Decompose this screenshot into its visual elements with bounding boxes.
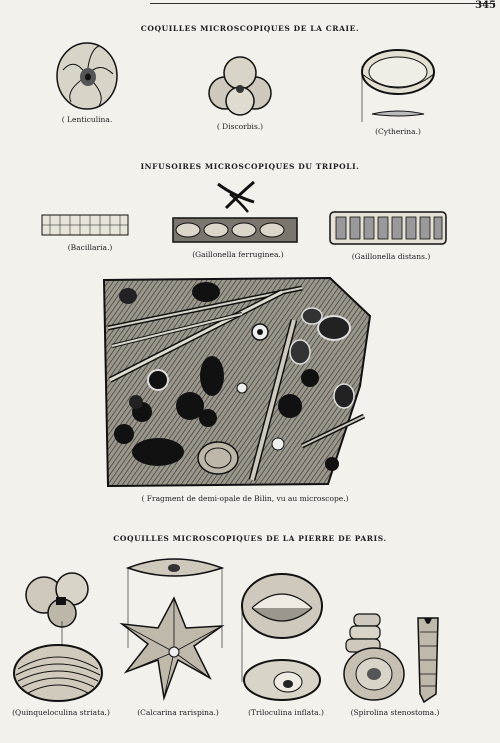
cytherina-illustration <box>358 46 438 126</box>
caption-bacillaria: (Bacillaria.) <box>67 243 113 252</box>
gaillonella-ferruginea-illustration <box>170 180 300 246</box>
page-number: 345 <box>475 0 496 11</box>
triloculina-illustration <box>238 570 328 704</box>
heading-pierre-de-paris: COQUILLES MICROSCOPIQUES DE LA PIERRE DE PARIS. <box>113 534 387 543</box>
heading-tripoli: INFUSOIRES MICROSCOPIQUES DU TRIPOLI. <box>140 162 360 171</box>
caption-gaillonella-distans: (Gaillonella distans.) <box>351 252 431 261</box>
heading-craie: COQUILLES MICROSCOPIQUES DE LA CRAIE. <box>140 24 360 33</box>
caption-opal-fragment: ( Fragment de demi-opale de Bilin, vu au microscope.) <box>141 494 349 503</box>
discorbis-illustration <box>205 55 275 117</box>
quinqueloculina-illustration <box>10 565 106 705</box>
caption-gaillonella-ferruginea: (Gaillonella ferruginea.) <box>192 250 284 259</box>
lenticulina-illustration <box>55 40 119 112</box>
header-rule <box>150 3 495 4</box>
bacillaria-illustration <box>40 212 130 238</box>
calcarina-illustration <box>118 548 232 704</box>
caption-calcarina: (Calcarina rarispina.) <box>137 708 219 717</box>
gaillonella-distans-illustration <box>328 210 448 246</box>
caption-spirolina: (Spirolina stenostoma.) <box>350 708 440 717</box>
spirolina-illustration <box>342 610 452 706</box>
caption-lenticulina: ( Lenticulina. <box>61 115 113 124</box>
caption-triloculina: (Triloculina inflata.) <box>248 708 324 717</box>
caption-discorbis: ( Discorbis.) <box>216 122 264 131</box>
caption-quinqueloculina: (Quinqueloculina striata.) <box>12 708 110 717</box>
caption-cytherina: (Cytherina.) <box>375 127 421 136</box>
opal-fragment-illustration <box>102 276 372 488</box>
